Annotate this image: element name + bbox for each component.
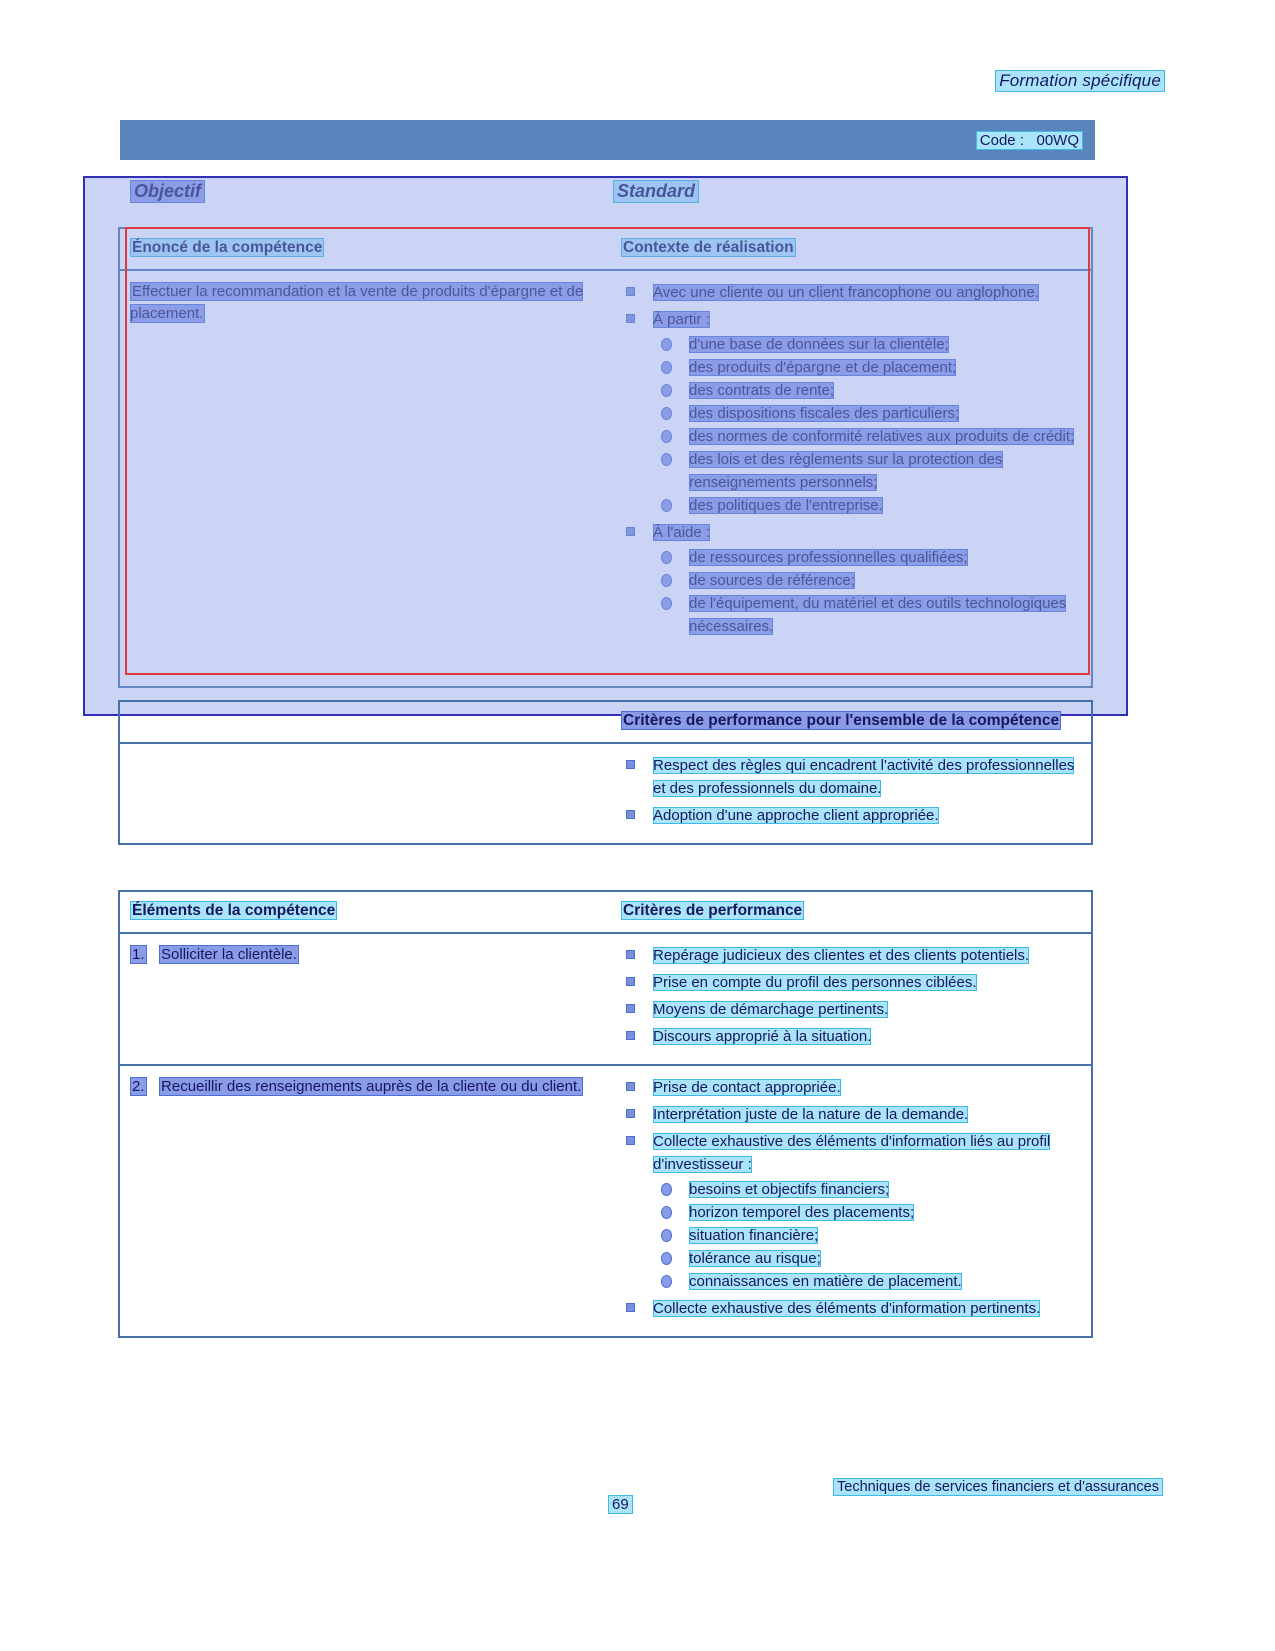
criteres-list <box>621 1076 1081 1320</box>
sub-item-text: tolérance au risque; <box>689 1250 821 1267</box>
critere-text: Collecte exhaustive des éléments d'information pertinents. <box>653 1300 1041 1317</box>
circle-bullet-icon <box>661 453 672 466</box>
table-elements <box>118 890 1093 1338</box>
list-item <box>621 944 1081 967</box>
square-bullet-icon <box>627 761 634 768</box>
sub-item-text: des lois et des règlements sur la protection des renseignements personnels; <box>689 451 1003 491</box>
page-number: 69 <box>608 1495 633 1514</box>
list-item <box>621 1025 1081 1048</box>
sub-item-text: des produits d'épargne et de placement; <box>689 359 957 376</box>
table-competence <box>118 227 1093 688</box>
criteres-ensemble-list-cell <box>615 744 1091 843</box>
element-cell <box>120 1066 615 1336</box>
list-item <box>621 308 1081 517</box>
square-bullet-icon <box>627 315 634 322</box>
circle-bullet-icon <box>661 407 672 420</box>
critere-text: Prise en compte du profil des personnes ciblées. <box>653 974 977 991</box>
sub-item-text: de l'équipement, du matériel et des outils technologiques nécessaires. <box>689 595 1067 635</box>
list-item <box>653 1270 1081 1293</box>
header-contexte-label: Contexte de réalisation <box>623 239 794 256</box>
element-number: 2. <box>132 1078 145 1095</box>
circle-bullet-icon <box>661 597 672 610</box>
sub-item-text: situation financière; <box>689 1227 819 1244</box>
list-item <box>653 1247 1081 1270</box>
enonce-text: Effectuer la recommandation et la vente de produits d'épargne et de placement. <box>130 283 584 322</box>
contexte-item-text: À l'aide : <box>653 524 711 541</box>
circle-bullet-icon <box>661 1252 672 1265</box>
circle-bullet-icon <box>661 499 672 512</box>
code-number: 00WQ <box>1036 132 1079 149</box>
critere-text: Discours approprié à la situation. <box>653 1028 872 1045</box>
list-item <box>653 448 1081 494</box>
enonce-cell <box>120 271 615 686</box>
header-enonce-label: Énoncé de la compétence <box>132 239 323 256</box>
document-header-title: Formation spécifique <box>995 70 1165 92</box>
square-bullet-icon <box>627 1032 634 1039</box>
elements-header-left-label: Éléments de la compétence <box>132 902 336 919</box>
criteres-ensemble-header-label: Critères de performance pour l'ensemble de la compétence <box>623 712 1060 729</box>
element-text: Solliciter la clientèle. <box>161 946 297 963</box>
square-bullet-icon <box>627 951 634 958</box>
circle-bullet-icon <box>661 1183 672 1196</box>
list-item <box>621 971 1081 994</box>
criteres-ensemble-list <box>621 754 1081 827</box>
square-bullet-icon <box>627 1083 634 1090</box>
elements-header-right-label: Critères de performance <box>623 902 803 919</box>
square-bullet-icon <box>627 811 634 818</box>
sub-item-text: d'une base de données sur la clientèle; <box>689 336 949 353</box>
list-item <box>653 592 1081 638</box>
circle-bullet-icon <box>661 1206 672 1219</box>
list-item <box>621 998 1081 1021</box>
circle-bullet-icon <box>661 574 672 587</box>
critere-text: Prise de contact appropriée. <box>653 1079 841 1096</box>
criteres-ensemble-empty-cell-2 <box>120 744 615 843</box>
list-item <box>653 569 1081 592</box>
critere-text: Adoption d'une approche client appropriée. <box>653 807 939 824</box>
circle-bullet-icon <box>661 384 672 397</box>
contexte-cell <box>615 271 1091 686</box>
circle-bullet-icon <box>661 361 672 374</box>
circle-bullet-icon <box>661 551 672 564</box>
critere-text: Respect des règles qui encadrent l'activité des professionnelles et des professionnels du domaine. <box>653 757 1075 797</box>
sub-item-text: des contrats de rente; <box>689 382 835 399</box>
square-bullet-icon <box>627 288 634 295</box>
list-item <box>653 379 1081 402</box>
list-item <box>653 1224 1081 1247</box>
sub-item-text: de sources de référence; <box>689 572 855 589</box>
sub-item-text: connaissances en matière de placement. <box>689 1273 962 1290</box>
code-value <box>976 131 1083 150</box>
list-item <box>653 494 1081 517</box>
list-item <box>621 754 1081 800</box>
criteres-sublist <box>653 1178 1081 1293</box>
square-bullet-icon <box>627 978 634 985</box>
table-criteres-ensemble <box>118 700 1093 845</box>
circle-bullet-icon <box>661 338 672 351</box>
square-bullet-icon <box>627 1137 634 1144</box>
sub-item-text: des normes de conformité relatives aux produits de crédit; <box>689 428 1075 445</box>
sub-item-text: horizon temporel des placements; <box>689 1204 915 1221</box>
critere-text: Interprétation juste de la nature de la demande. <box>653 1106 969 1123</box>
footer-note: Techniques de services financiers et d'assurances <box>833 1478 1163 1496</box>
list-item <box>653 402 1081 425</box>
list-item <box>653 1178 1081 1201</box>
sub-item-text: de ressources professionnelles qualifiées; <box>689 549 968 566</box>
list-item <box>621 804 1081 827</box>
code-banner <box>120 120 1095 160</box>
column-title-standard: Standard <box>613 180 699 203</box>
critere-text: Repérage judicieux des clientes et des clients potentiels. <box>653 947 1030 964</box>
element-cell <box>120 934 615 1064</box>
criteres-ensemble-header-row <box>120 702 1091 744</box>
sub-item-text: des dispositions fiscales des particuliers; <box>689 405 960 422</box>
list-item <box>621 281 1081 304</box>
elements-header-right-cell <box>615 892 1091 932</box>
table-row <box>120 934 1091 1066</box>
list-item <box>653 333 1081 356</box>
contexte-item-text: À partir : <box>653 311 710 328</box>
header-enonce-cell <box>120 229 615 269</box>
criteres-ensemble-header-cell <box>615 702 1091 742</box>
square-bullet-icon <box>627 528 634 535</box>
criteres-ensemble-empty-cell <box>120 702 615 742</box>
table-competence-header-row <box>120 229 1091 271</box>
list-item <box>653 425 1081 448</box>
criteres-ensemble-body-row <box>120 744 1091 843</box>
critere-text: Collecte exhaustive des éléments d'information liés au profil d'investisseur : <box>653 1133 1051 1173</box>
circle-bullet-icon <box>661 430 672 443</box>
contexte-list <box>621 281 1081 638</box>
sub-item-text: besoins et objectifs financiers; <box>689 1181 890 1198</box>
square-bullet-icon <box>627 1110 634 1117</box>
circle-bullet-icon <box>661 1275 672 1288</box>
element-number: 1. <box>132 946 145 963</box>
column-title-objectif: Objectif <box>130 180 205 203</box>
criteres-list <box>621 944 1081 1048</box>
contexte-sublist <box>653 546 1081 638</box>
elements-header-left-cell <box>120 892 615 932</box>
list-item <box>621 1130 1081 1293</box>
header-contexte-cell <box>615 229 1091 269</box>
criteres-cell <box>615 934 1091 1064</box>
sub-item-text: des politiques de l'entreprise. <box>689 497 883 514</box>
contexte-item-text: Avec une cliente ou un client francophone ou anglophone. <box>653 284 1039 301</box>
elements-header-row <box>120 892 1091 934</box>
table-row <box>120 1066 1091 1336</box>
list-item <box>653 546 1081 569</box>
square-bullet-icon <box>627 1304 634 1311</box>
list-item <box>621 1297 1081 1320</box>
list-item <box>621 1103 1081 1126</box>
list-item <box>621 1076 1081 1099</box>
list-item <box>653 356 1081 379</box>
square-bullet-icon <box>627 1005 634 1012</box>
code-label: Code : <box>979 132 1024 149</box>
criteres-cell <box>615 1066 1091 1336</box>
list-item <box>653 1201 1081 1224</box>
critere-text: Moyens de démarchage pertinents. <box>653 1001 889 1018</box>
contexte-sublist <box>653 333 1081 517</box>
circle-bullet-icon <box>661 1229 672 1242</box>
table-competence-body-row <box>120 271 1091 686</box>
list-item <box>621 521 1081 638</box>
element-text: Recueillir des renseignements auprès de la cliente ou du client. <box>161 1078 582 1095</box>
